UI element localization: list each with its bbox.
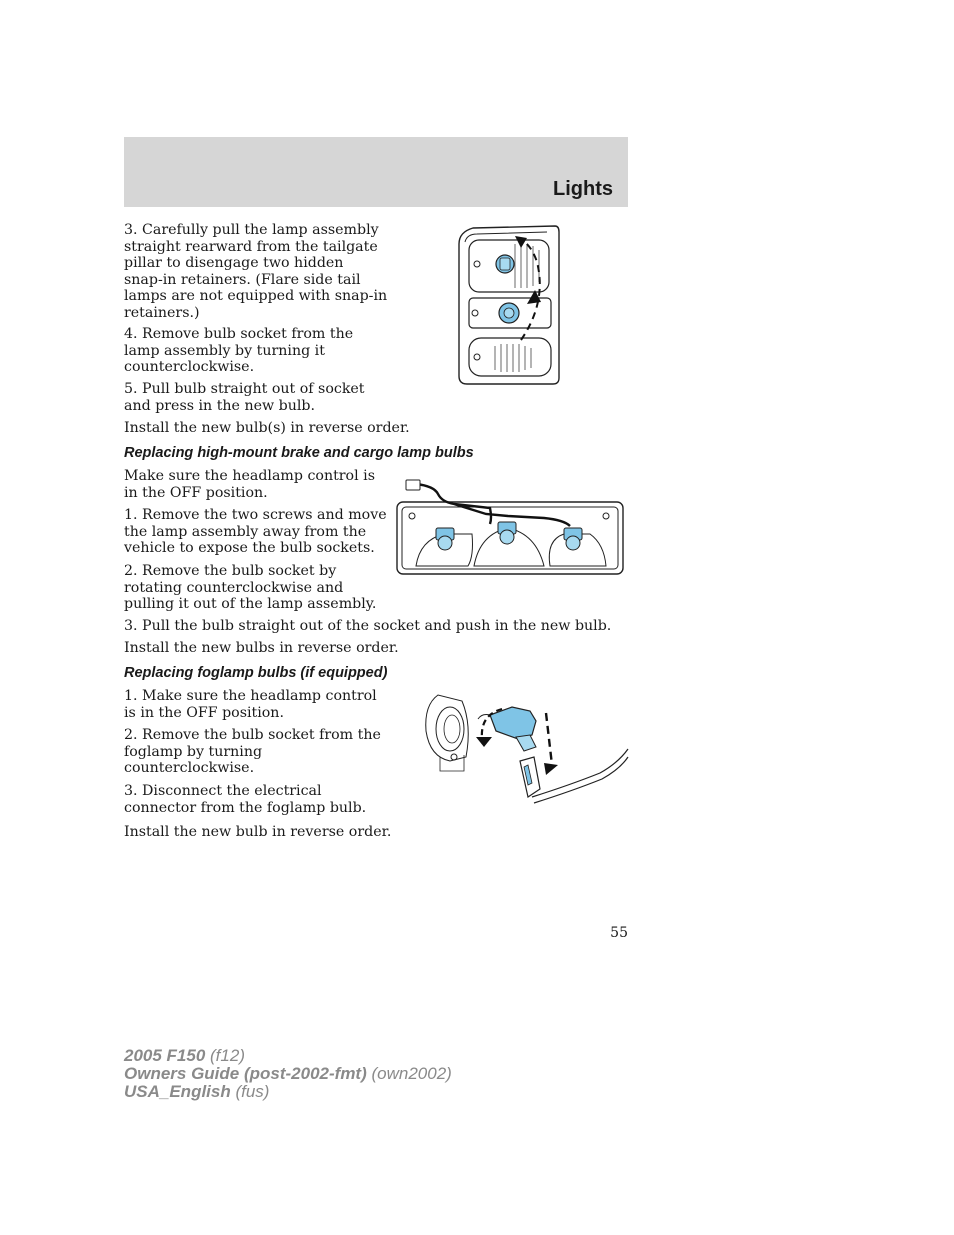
header-band [124,137,628,207]
high-mount-intro: Make sure the headlamp control is in the OFF position. [124,468,375,501]
page-number: 55 [610,925,628,941]
page-title: Lights [553,178,613,200]
high-mount-step-1: 1. Remove the two screws and move the lamp assembly away from the vehicle to expose the bulb sockets. [124,507,387,556]
high-mount-lamp-illustration [394,478,626,578]
foglamp-install: Install the new bulb in reverse order. [124,824,392,840]
document-footer [124,1047,452,1101]
footer-line-2: Owners Guide (post-2002-fmt) (own2002) [124,1064,452,1083]
tail-lamp-step-3: 3. Carefully pull the lamp assembly straight rearward from the tailgate pillar to disengage two hidden snap-in retainers. (Flare side tail lamps are not equipped with snap-in retainers.) [124,222,388,321]
foglamp-step-3: 3. Disconnect the electrical connector from the foglamp bulb. [124,783,367,816]
tail-lamp-illustration [455,222,565,388]
tail-lamp-step-5: 5. Pull bulb straight out of socket and press in the new bulb. [124,381,365,414]
high-mount-heading: Replacing high-mount brake and cargo lamp bulbs [124,445,474,461]
foglamp-illustration [420,685,630,810]
foglamp-step-1: 1. Make sure the headlamp control is in the OFF position. [124,688,377,721]
tail-lamp-install: Install the new bulb(s) in reverse order. [124,420,410,436]
foglamp-step-2: 2. Remove the bulb socket from the foglamp by turning counterclockwise. [124,727,381,776]
high-mount-step-3: 3. Pull the bulb straight out of the socket and push in the new bulb. [124,618,612,634]
footer-line-3: USA_English (fus) [124,1082,270,1101]
high-mount-install: Install the new bulbs in reverse order. [124,640,399,656]
high-mount-step-2: 2. Remove the bulb socket by rotating counterclockwise and pulling it out of the lamp assembly. [124,563,377,612]
tail-lamp-step-4: 4. Remove bulb socket from the lamp assembly by turning it counterclockwise. [124,326,354,375]
foglamp-heading: Replacing foglamp bulbs (if equipped) [124,665,388,681]
footer-line-1: 2005 F150 (f12) [124,1046,245,1065]
